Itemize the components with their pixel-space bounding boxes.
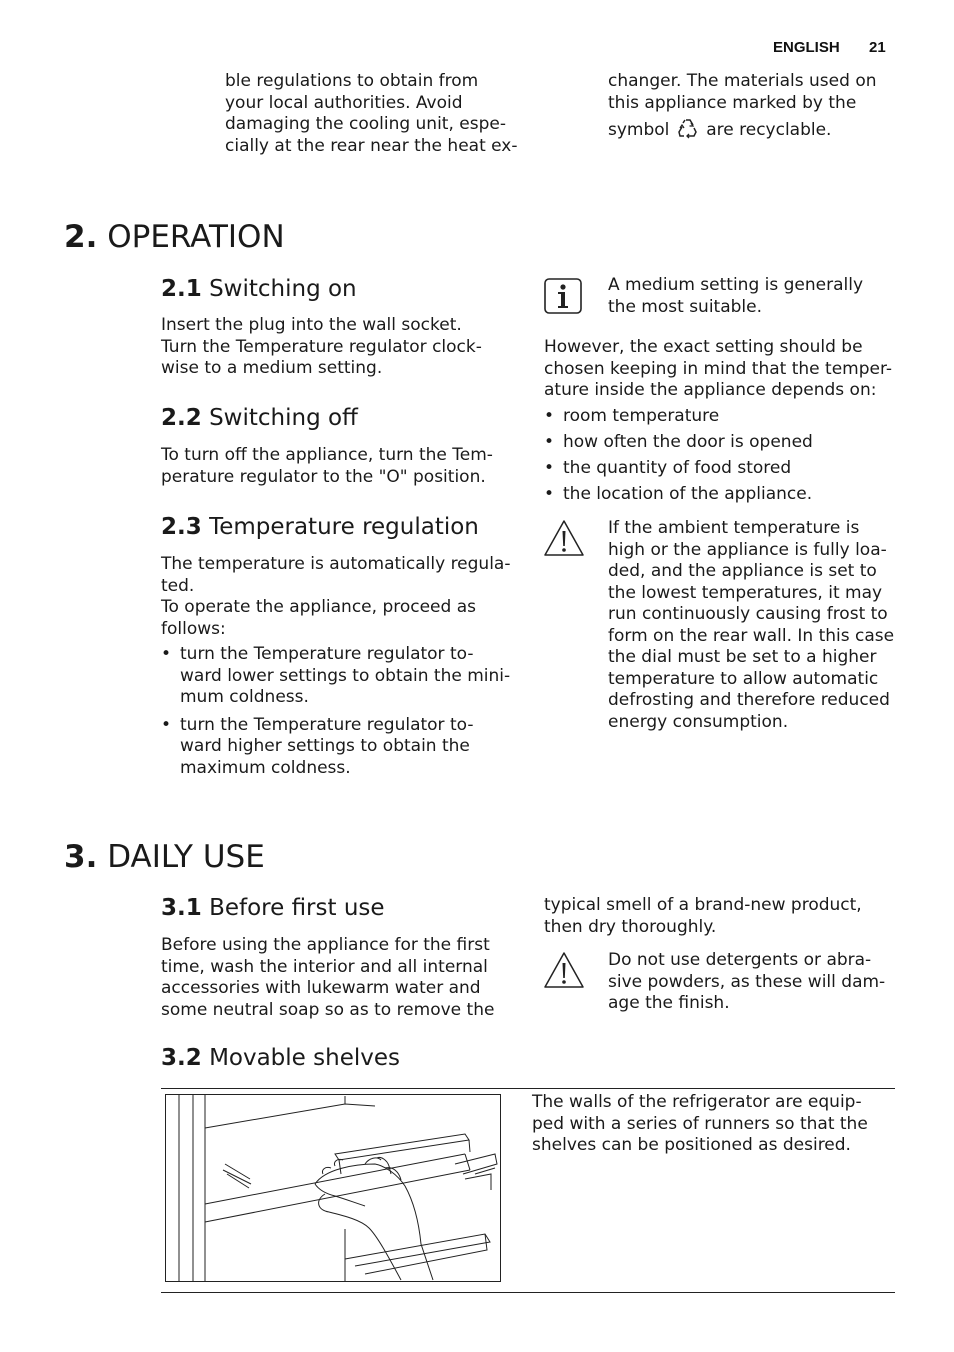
heading-switching-on-title: Switching on <box>209 276 357 302</box>
heading-temperature-regulation <box>161 513 479 541</box>
warning-icon <box>543 951 585 989</box>
before-first-use-continued: typical smell of a brand-new product, then dry thoroughly. <box>544 895 862 937</box>
heading-movable-shelves <box>161 1044 400 1072</box>
section-operation-number: 2. <box>64 219 98 255</box>
before-first-use-text: Before using the appliance for the first time, wash the interior and all internal accessories with lukewarm water and some neutral soap so as to remove the <box>161 935 495 1020</box>
list-item: • room temperature <box>544 406 904 428</box>
intro-symbol-line <box>608 117 908 142</box>
list-item: • the location of the appliance. <box>544 484 904 506</box>
intro-symbol-prefix: symbol <box>608 120 670 140</box>
factors-list <box>544 406 904 506</box>
heading-movable-shelves-title: Movable shelves <box>209 1045 400 1071</box>
heading-switching-off <box>161 404 358 432</box>
heading-switching-off-title: Switching off <box>209 405 358 431</box>
heading-switching-off-number: 2.2 <box>161 405 202 431</box>
intro-right-text <box>608 71 908 142</box>
intro-left-text: ble regulations to obtain from your local authorities. Avoid damaging the cooling unit, espe- cially at the rear near the heat ex- <box>225 71 518 156</box>
switching-off-text: To turn off the appliance, turn the Tem- perature regulator to the "O" position. <box>161 445 493 487</box>
warning-icon <box>543 519 585 557</box>
info-note-text: A medium setting is generally the most suitable. <box>608 275 864 317</box>
section-operation-heading <box>64 218 285 256</box>
heading-temperature-regulation-number: 2.3 <box>161 514 202 540</box>
section-daily-use-number: 3. <box>64 839 98 875</box>
table-rule-top <box>161 1088 895 1089</box>
info-icon <box>544 278 582 314</box>
table-rule-bottom <box>161 1292 895 1293</box>
header-language: ENGLISH <box>773 39 840 56</box>
recycle-icon <box>677 117 699 139</box>
heading-switching-on <box>161 275 357 303</box>
list-item: • turn the Temperature regulator to- ward lower settings to obtain the mini- mum coldness. <box>161 644 521 709</box>
heading-movable-shelves-number: 3.2 <box>161 1045 202 1071</box>
movable-shelves-text: The walls of the refrigerator are equip- ped with a series of runners so that the shelves can be positioned as desired. <box>532 1092 868 1155</box>
however-text: However, the exact setting should be chosen keeping in mind that the temper- ature inside the appliance depends on: <box>544 337 893 400</box>
intro-right-lines: changer. The materials used on this appliance marked by the <box>608 71 877 113</box>
heading-temperature-regulation-title: Temperature regulation <box>209 514 479 540</box>
list-item: • the quantity of food stored <box>544 458 904 480</box>
heading-switching-on-number: 2.1 <box>161 276 202 302</box>
page-number: 21 <box>869 39 886 56</box>
section-daily-use-heading <box>64 838 265 876</box>
temperature-regulation-list <box>161 644 521 779</box>
shelf-illustration <box>165 1094 501 1282</box>
warning-detergents-text: Do not use detergents or abra- sive powders, as these will dam- age the finish. <box>608 950 886 1013</box>
temperature-regulation-text: The temperature is automatically regula- ted. To operate the appliance, proceed as follows: <box>161 554 511 639</box>
list-item: • turn the Temperature regulator to- ward higher settings to obtain the maximum coldness. <box>161 715 521 780</box>
heading-before-first-use-number: 3.1 <box>161 895 202 921</box>
list-item: • how often the door is opened <box>544 432 904 454</box>
intro-symbol-suffix: are recyclable. <box>706 120 832 140</box>
switching-on-text: Insert the plug into the wall socket. Turn the Temperature regulator clock- wise to a medium setting. <box>161 315 482 378</box>
section-daily-use-title: DAILY USE <box>107 839 265 875</box>
warning-frost-text: If the ambient temperature is high or the appliance is fully loa- ded, and the appliance is set to the lowest temperatures, it may run continuously causing frost to form on the rear wall. In this case the dial must be set to a higher temperature to allow automatic defrosting and therefore reduced energy consumption. <box>608 518 895 732</box>
heading-before-first-use-title: Before first use <box>209 895 385 921</box>
heading-before-first-use <box>161 894 385 922</box>
section-operation-title: OPERATION <box>107 219 285 255</box>
